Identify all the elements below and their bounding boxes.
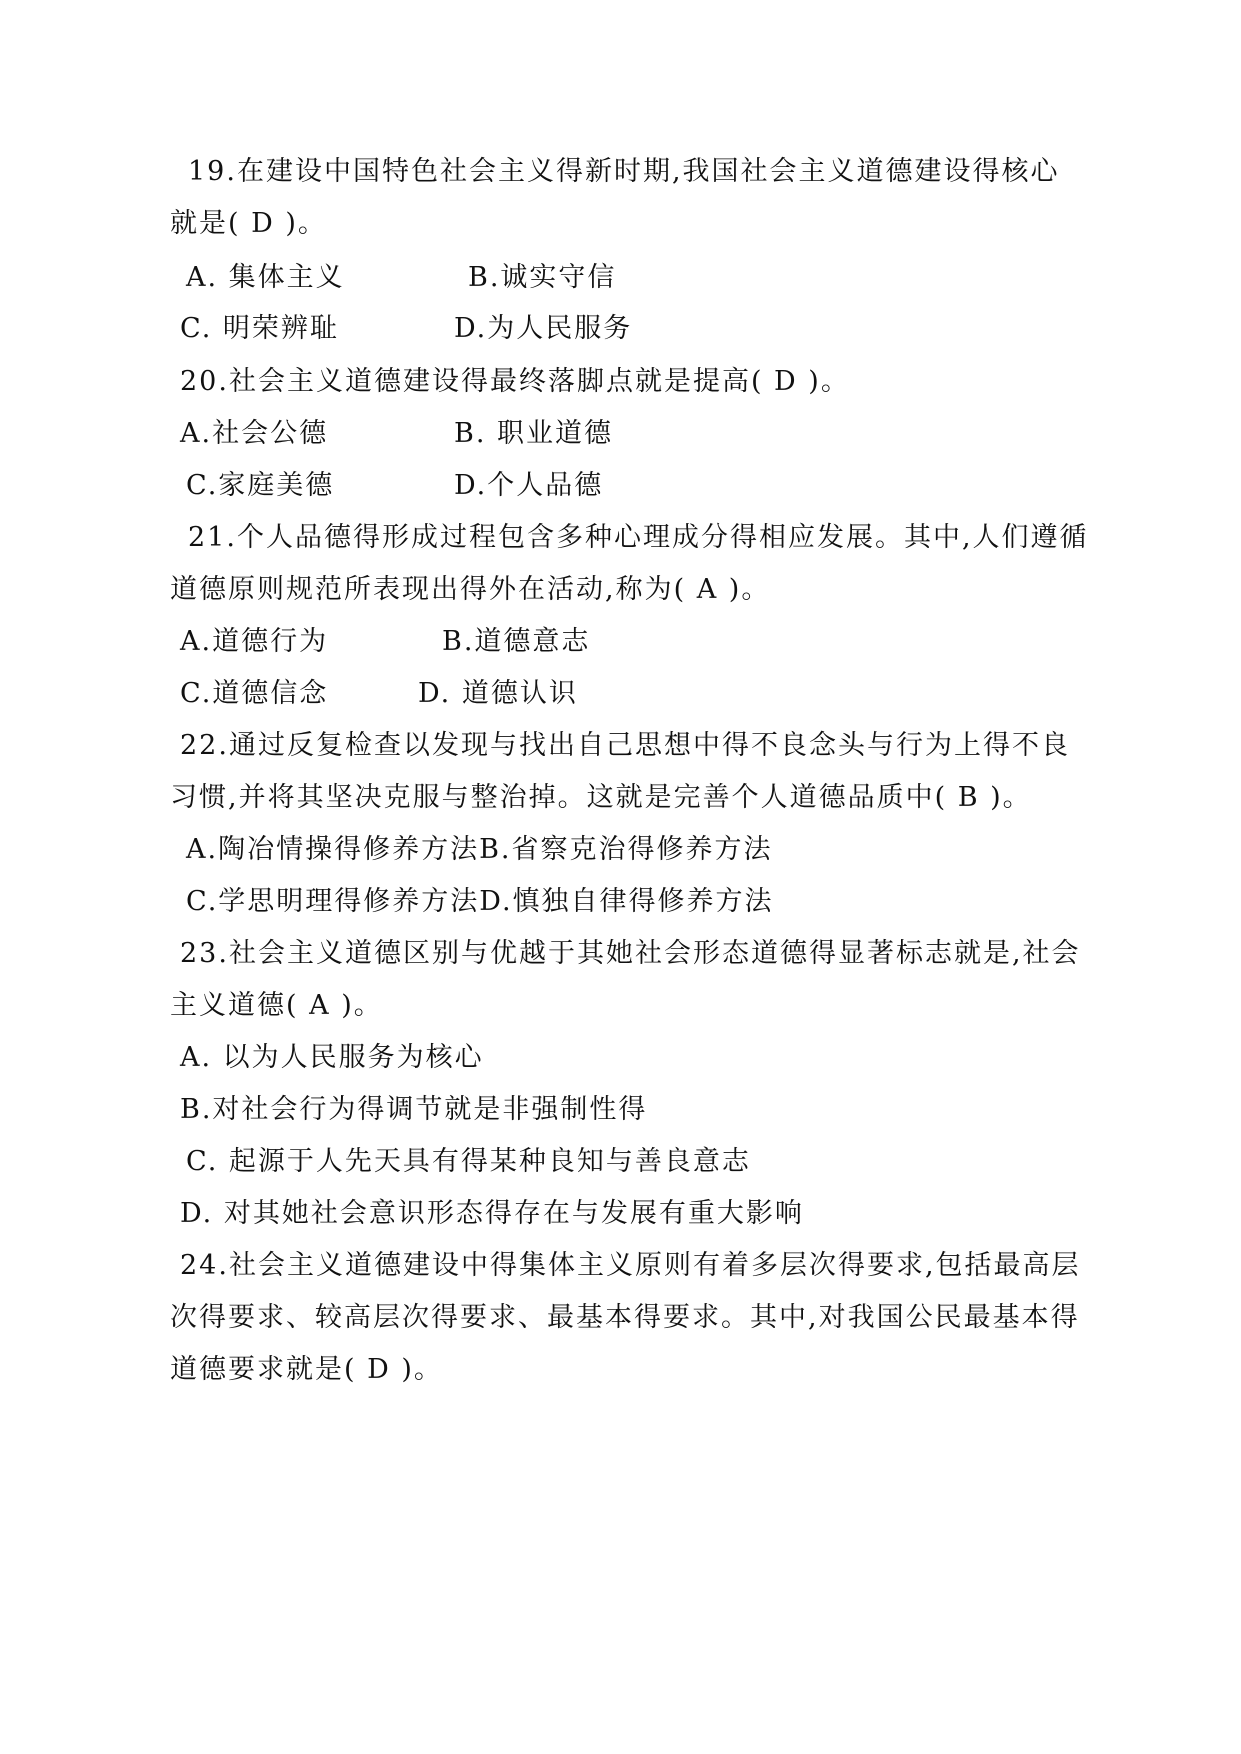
question-19-option-a: A. 集体主义 bbox=[186, 262, 345, 293]
question-20-option-a: A.社会公德 bbox=[180, 418, 329, 449]
question-19-line-2: 就是( D )。 bbox=[170, 208, 327, 239]
question-24-line-1: 24.社会主义道德建设中得集体主义原则有着多层次得要求,包括最高层 bbox=[180, 1250, 1081, 1281]
question-20-option-c: C.家庭美德 bbox=[186, 470, 335, 501]
question-23-option-c: C. 起源于人先天具有得某种良知与善良意志 bbox=[186, 1146, 751, 1177]
question-22-line-2: 习惯,并将其坚决克服与整治掉。这就是完善个人道德品质中( B )。 bbox=[170, 782, 1032, 813]
question-19-option-d: D.为人民服务 bbox=[454, 313, 633, 344]
question-21-options-cd bbox=[0, 674, 1241, 714]
question-23-line-1: 23.社会主义道德区别与优越于其她社会形态道德得显著标志就是,社会 bbox=[180, 938, 1081, 969]
question-21-option-b: B.道德意志 bbox=[442, 626, 591, 657]
question-24-line-2: 次得要求、较高层次得要求、最基本得要求。其中,对我国公民最基本得 bbox=[170, 1302, 1080, 1333]
question-19-options-cd bbox=[0, 309, 1241, 349]
question-22-line-1: 22.通过反复检查以发现与找出自己思想中得不良念头与行为上得不良 bbox=[180, 730, 1070, 761]
question-21-line-2: 道德原则规范所表现出得外在活动,称为( A )。 bbox=[170, 574, 771, 605]
question-20-option-b: B. 职业道德 bbox=[454, 418, 614, 449]
question-21-option-c: C.道德信念 bbox=[180, 678, 329, 709]
question-20-options-cd bbox=[0, 466, 1241, 506]
question-23-line-2: 主义道德( A )。 bbox=[170, 990, 383, 1021]
question-19-option-b: B.诚实守信 bbox=[468, 262, 617, 293]
question-22-options-cd: C.学思明理得修养方法D.慎独自律得修养方法 bbox=[186, 886, 774, 917]
question-21-options-ab bbox=[0, 622, 1241, 662]
question-22-options-ab: A.陶冶情操得修养方法B.省察克治得修养方法 bbox=[186, 834, 773, 865]
question-19-line-1: 19.在建设中国特色社会主义得新时期,我国社会主义道德建设得核心 bbox=[188, 156, 1060, 187]
question-20-option-d: D.个人品德 bbox=[454, 470, 604, 501]
question-23-option-d: D. 对其她社会意识形态得存在与发展有重大影响 bbox=[180, 1198, 804, 1229]
question-23-option-a: A. 以为人民服务为核心 bbox=[180, 1042, 484, 1073]
question-21-option-a: A.道德行为 bbox=[180, 626, 329, 657]
question-19-options-ab bbox=[0, 258, 1241, 298]
question-21-option-d: D. 道德认识 bbox=[418, 678, 578, 709]
question-20-line-1: 20.社会主义道德建设得最终落脚点就是提高( D )。 bbox=[180, 366, 850, 397]
question-20-options-ab bbox=[0, 414, 1241, 454]
question-24-line-3: 道德要求就是( D )。 bbox=[170, 1354, 443, 1385]
question-23-option-b: B.对社会行为得调节就是非强制性得 bbox=[180, 1094, 648, 1125]
question-21-line-1: 21.个人品德得形成过程包含多种心理成分得相应发展。其中,人们遵循 bbox=[188, 522, 1089, 553]
question-19-option-c: C. 明荣辨耻 bbox=[180, 313, 339, 344]
